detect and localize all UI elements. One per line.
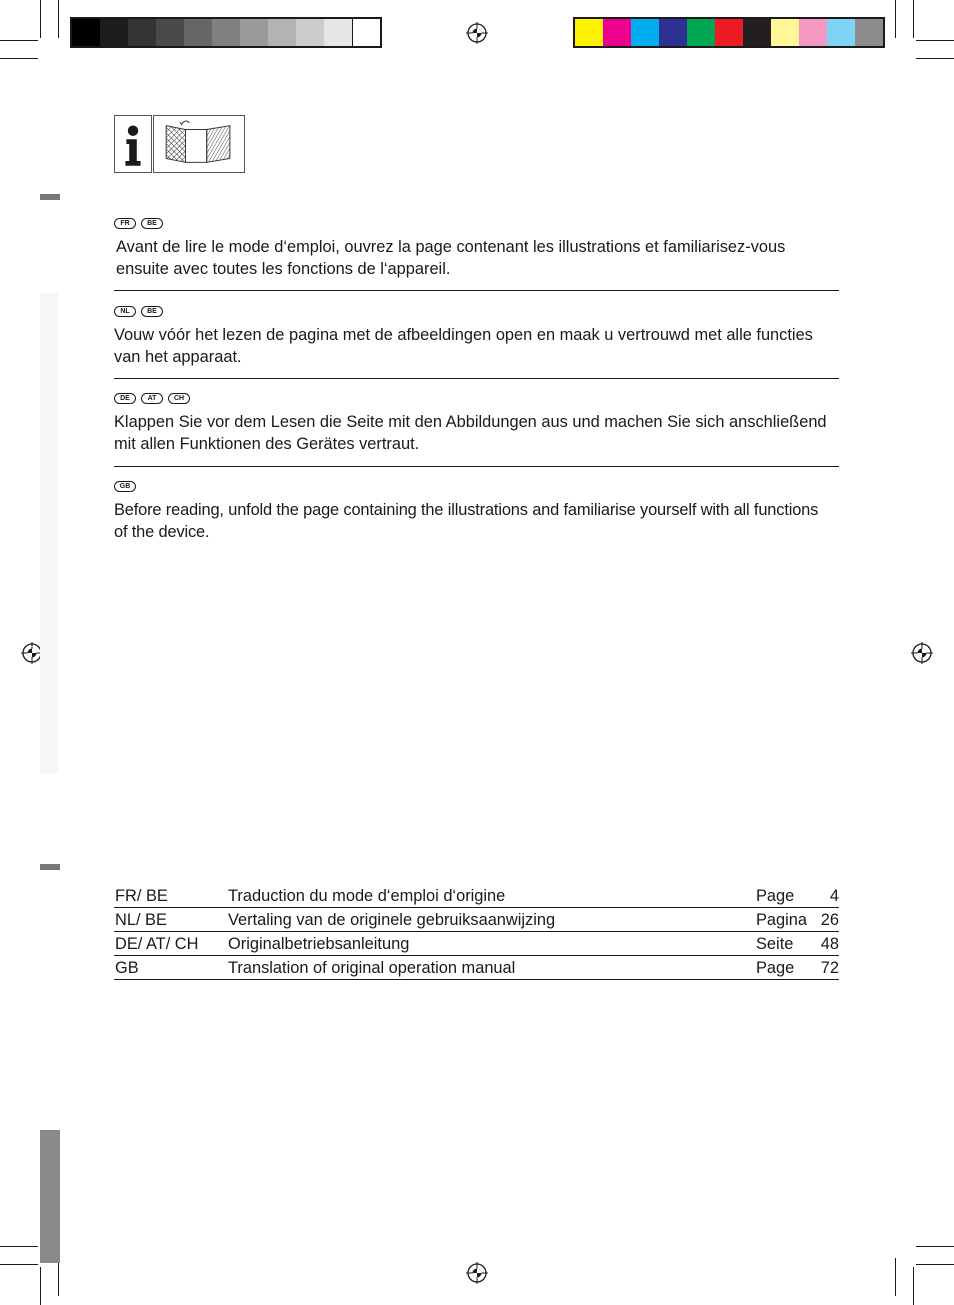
contents-language: NL/ BE [115,911,167,929]
crop-mark [0,1264,38,1265]
crop-mark [0,1246,38,1247]
color-swatch [771,19,799,46]
contents-language: DE/ AT/ CH [115,935,199,953]
contents-language: FR/ BE [115,887,168,905]
contents-page-label: Pagina [756,911,808,929]
crop-mark [40,0,41,38]
language-badge-be: BE [141,306,163,317]
crop-mark [916,58,954,59]
crop-mark [895,0,896,38]
color-swatch [184,19,212,46]
language-badges [114,393,874,406]
registration-mark-icon [466,22,488,44]
contents-page-label: Page [756,959,795,977]
notice-line: van het apparaat. [114,348,242,366]
color-swatch [100,19,128,46]
notice-nl-be [114,306,874,368]
language-badge-gb: GB [114,481,136,492]
color-swatch [72,19,100,46]
contents-table [114,884,839,980]
notice-text [114,411,874,455]
divider [114,466,839,467]
crop-mark [916,1264,954,1265]
contents-row[interactable] [114,932,839,956]
notice-line: ensuite avec toutes les fonctions de l‘appareil. [116,260,451,278]
contents-page-number: 26 [820,911,839,929]
notice-line: Before reading, unfold the page containing the illustrations and familiarise yourself with all functions [114,501,819,519]
contents-title: Originalbetriebsanleitung [228,935,410,953]
language-badge-be: BE [141,218,163,229]
color-swatch [855,19,883,46]
notice-line: Avant de lire le mode d‘emploi, ouvrez la page contenant les illustrations et familiarisez-vous [116,238,786,256]
notice-gb [114,481,914,543]
crop-mark [0,40,38,41]
color-swatch [799,19,827,46]
grayscale-calibration-bar [70,17,382,48]
crop-mark [58,1258,59,1296]
crop-mark [913,1267,914,1305]
crop-mark [40,1267,41,1305]
color-swatch [296,19,324,46]
color-swatch [631,19,659,46]
language-badge-ch: CH [168,393,190,404]
registration-mark-icon [911,642,933,664]
color-swatch [715,19,743,46]
color-swatch [128,19,156,46]
color-swatch [687,19,715,46]
color-swatch [156,19,184,46]
contents-page-label: Page [756,887,795,905]
language-badge-fr: FR [114,218,136,229]
notice-de-at-ch [114,393,874,455]
divider [114,290,839,291]
contents-title: Traduction du mode d‘emploi d‘origine [228,887,506,905]
color-swatch [575,19,603,46]
side-strip [40,293,58,773]
crop-mark [0,58,38,59]
side-dash [40,864,60,870]
contents-title: Vertaling van de originele gebruiksaanwijzing [228,911,556,929]
contents-row[interactable] [114,956,839,980]
contents-language: GB [115,959,139,977]
color-swatch [743,19,771,46]
language-badge-nl: NL [114,306,136,317]
color-calibration-bar [573,17,885,48]
language-badges [114,218,874,231]
notice-line: Vouw vóór het lezen de pagina met de afbeeldingen open en maak u vertrouwd met alle functies [114,326,813,344]
divider [114,378,839,379]
color-swatch [324,19,352,46]
info-icon [114,115,152,173]
contents-row[interactable] [114,884,839,908]
notice-line: of the device. [114,523,210,541]
registration-mark-icon [466,1262,488,1284]
language-badges [114,481,914,494]
color-swatch [240,19,268,46]
crop-mark [895,1258,896,1296]
color-swatch [268,19,296,46]
side-dash [40,194,60,200]
color-swatch [212,19,240,46]
color-swatch [603,19,631,46]
color-swatch [827,19,855,46]
foldout-pages-icon [153,115,245,173]
crop-mark [916,1246,954,1247]
contents-page-number: 72 [820,959,839,977]
color-swatch [659,19,687,46]
notice-line: Klappen Sie vor dem Lesen die Seite mit den Abbildungen aus und machen Sie sich anschließend [114,413,827,431]
notice-text [114,499,914,543]
language-badge-de: DE [114,393,136,404]
contents-page-number: 4 [829,887,839,905]
language-badge-at: AT [141,393,163,404]
contents-title: Translation of original operation manual [228,959,516,977]
notice-fr-be [114,218,874,280]
language-badges [114,306,874,319]
color-swatch [352,19,380,46]
notice-text [114,324,874,368]
contents-row[interactable] [114,908,839,932]
contents-page-label: Seite [756,935,794,953]
side-tab-bar [40,1130,60,1263]
notice-text [114,236,874,280]
notice-line: mit allen Funktionen des Gerätes vertraut. [114,435,420,453]
crop-mark [58,0,59,38]
contents-page-number: 48 [820,935,839,953]
crop-mark [916,40,954,41]
crop-mark [913,0,914,38]
